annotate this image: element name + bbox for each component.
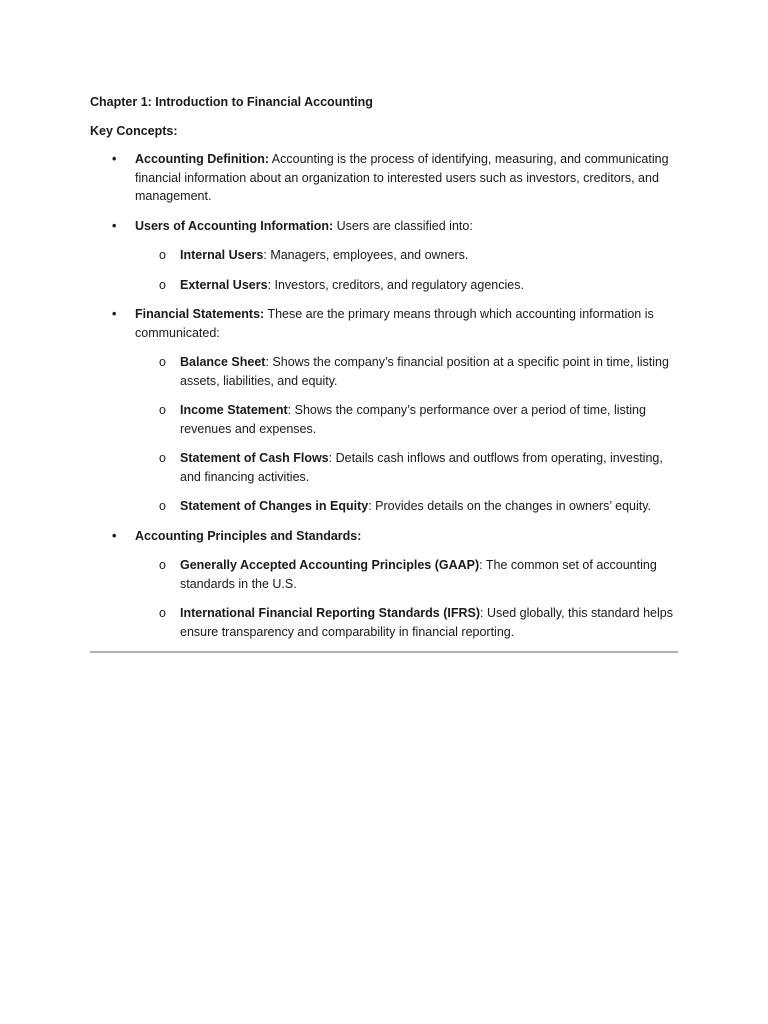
- sub-item-gaap: [135, 556, 680, 593]
- statements-sub-list: [135, 353, 680, 516]
- sub-item-text: : Investors, creditors, and regulatory agencies.: [267, 277, 524, 292]
- sub-item-term: International Financial Reporting Standards (IFRS): [180, 606, 481, 620]
- users-sub-list: [135, 246, 680, 294]
- key-concepts-heading: Key Concepts:: [90, 124, 178, 138]
- concept-text: These are the primary means through which accounting information is communicated:: [135, 307, 654, 340]
- concept-item-principles-standards: [90, 527, 680, 642]
- sub-item-income-statement: [135, 401, 680, 438]
- concept-term: Accounting Definition:: [135, 152, 270, 166]
- sub-item-text: : Managers, employees, and owners.: [263, 248, 469, 262]
- sub-item-term: Generally Accepted Accounting Principles (GAAP): [180, 558, 480, 572]
- concepts-list: [90, 150, 680, 641]
- concept-item-financial-statements: [90, 305, 680, 516]
- concept-term: Accounting Principles and Standards:: [135, 528, 362, 543]
- sub-bullet-icon: o: [159, 355, 166, 369]
- sub-item-text: : Shows the company’s financial position at a specific point in time, listing assets, liabilities, and equity.: [180, 355, 669, 388]
- bullet-icon: •: [112, 528, 117, 543]
- sub-item-term: Statement of Changes in Equity: [180, 499, 369, 513]
- sub-bullet-icon: o: [159, 277, 166, 292]
- bullet-icon: •: [112, 307, 117, 321]
- standards-sub-list: [135, 556, 680, 641]
- sub-bullet-icon: o: [159, 451, 166, 465]
- sub-item-balance-sheet: [135, 353, 680, 390]
- sub-item-term: Income Statement: [180, 403, 288, 417]
- concept-term: Users of Accounting Information:: [135, 218, 334, 233]
- sub-item-term: Balance Sheet: [180, 355, 266, 369]
- sub-bullet-icon: o: [159, 606, 166, 620]
- sub-bullet-icon: o: [159, 248, 166, 262]
- concept-text: Accounting is the process of identifying, measuring, and communicating financial information about an organization to interested users such as investors, creditors, and management.: [135, 152, 669, 203]
- sub-bullet-icon: o: [159, 558, 166, 572]
- sub-item-text: : Shows the company’s performance over a period of time, listing revenues and expenses.: [180, 403, 646, 436]
- sub-item-external-users: [135, 276, 680, 295]
- bullet-icon: •: [112, 218, 117, 233]
- sub-item-text: : Details cash inflows and outflows from operating, investing, and financing activities.: [180, 451, 663, 484]
- sub-item-internal-users: [135, 246, 680, 265]
- sub-item-text: : The common set of accounting standards in the U.S.: [180, 558, 657, 591]
- sub-bullet-icon: o: [159, 403, 166, 417]
- sub-item-term: Internal Users: [180, 248, 264, 262]
- sub-item-term: Statement of Cash Flows: [180, 451, 329, 465]
- sub-item-cash-flows: [135, 449, 680, 486]
- sub-item-text: : Used globally, this standard helps ensure transparency and comparability in financial reporting.: [180, 606, 673, 639]
- sub-item-changes-in-equity: [135, 497, 680, 516]
- bullet-icon: •: [112, 152, 117, 166]
- concept-term: Financial Statements:: [135, 307, 265, 321]
- horizontal-rule: [90, 651, 678, 653]
- sub-item-text: : Provides details on the changes in owners’ equity.: [368, 499, 652, 513]
- sub-item-ifrs: [135, 604, 680, 641]
- sub-bullet-icon: o: [159, 499, 166, 513]
- concept-item-accounting-definition: [90, 150, 680, 206]
- sub-item-term: External Users: [180, 277, 268, 292]
- concept-item-users: [90, 217, 680, 295]
- chapter-title: Chapter 1: Introduction to Financial Accounting: [90, 95, 373, 109]
- concept-text: Users are classified into:: [333, 218, 473, 233]
- document-page: [90, 93, 680, 652]
